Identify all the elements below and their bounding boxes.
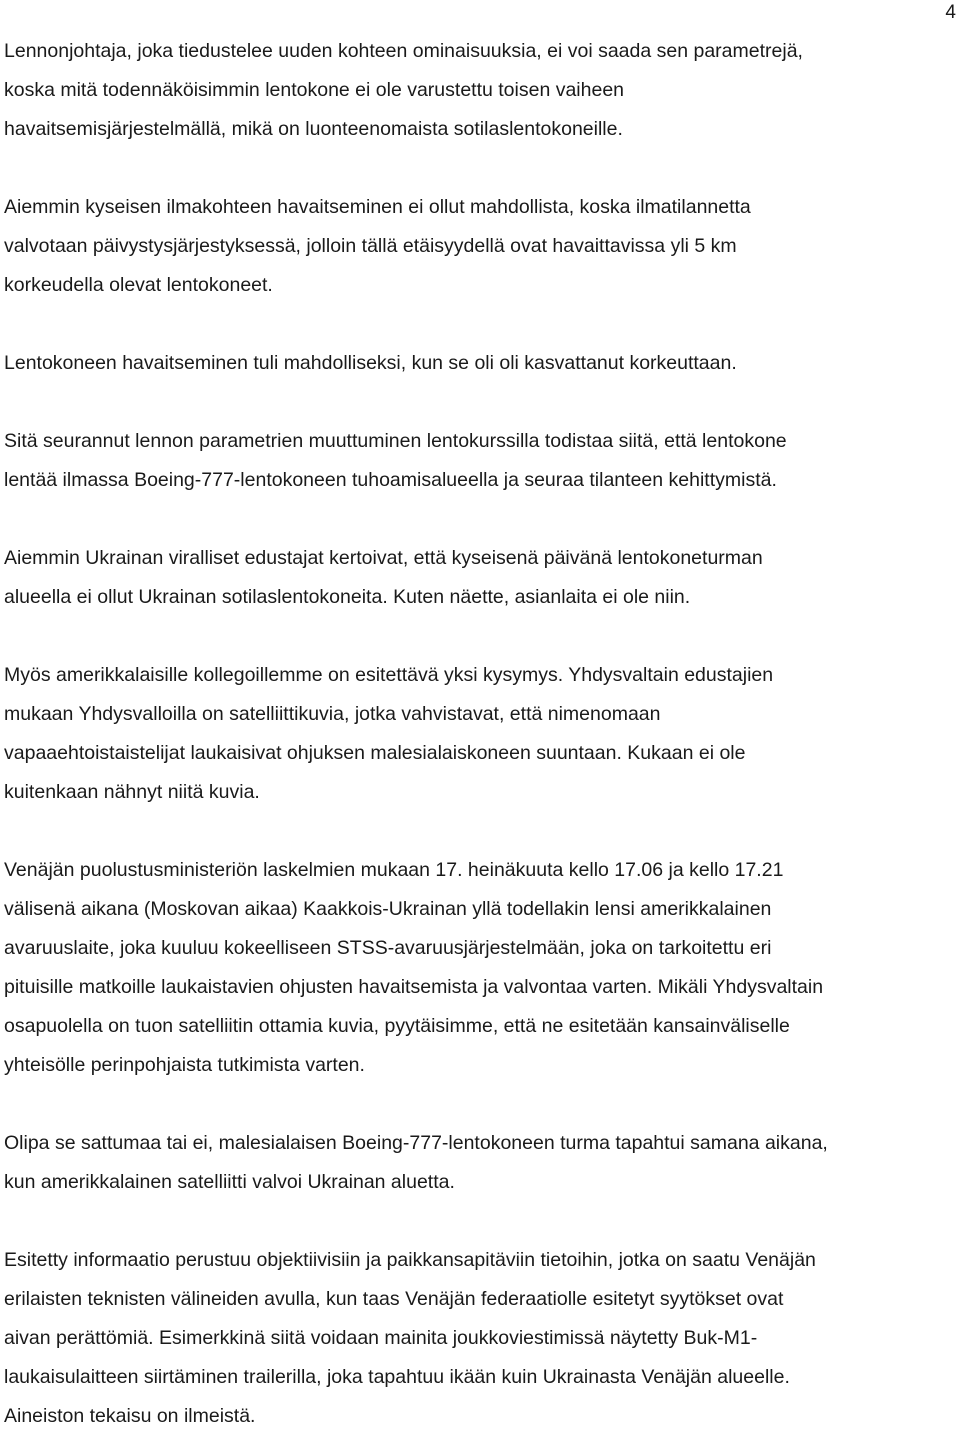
text-line: osapuolella on tuon satelliitin ottamia kuvia, pyytäisimme, että ne esitetään kansainväliselle — [4, 1015, 790, 1037]
text-line: mukaan Yhdysvalloilla on satelliittikuvia, jotka vahvistavat, että nimenomaan — [4, 703, 661, 725]
text-line: kun amerikkalainen satelliitti valvoi Ukrainan aluetta. — [4, 1171, 455, 1193]
text-line: Lennonjohtaja, joka tiedustelee uuden kohteen ominaisuuksia, ei voi saada sen parametrejä, — [4, 40, 803, 62]
paragraph — [4, 344, 956, 383]
paragraph — [4, 32, 956, 149]
paragraph — [4, 539, 956, 617]
text-line: Lentokoneen havaitseminen tuli mahdolliseksi, kun se oli oli kasvattanut korkeuttaan. — [4, 352, 737, 374]
text-line: Aineiston tekaisu on ilmeistä. — [4, 1405, 256, 1427]
text-line: Aiemmin kyseisen ilmakohteen havaitseminen ei ollut mahdollista, koska ilmatilannetta — [4, 196, 751, 218]
text-line: erilaisten teknisten välineiden avulla, kun taas Venäjän federaatiolle esitetyt syytökset ovat — [4, 1288, 784, 1310]
paragraph — [4, 188, 956, 305]
text-line: Venäjän puolustusministeriön laskelmien mukaan 17. heinäkuuta kello 17.06 ja kello 17.21 — [4, 859, 784, 881]
text-line: Aiemmin Ukrainan viralliset edustajat kertoivat, että kyseisenä päivänä lentokoneturman — [4, 547, 763, 569]
text-line: valvotaan päivystysjärjestyksessä, jolloin tällä etäisyydellä ovat havaittavissa yli 5 km — [4, 235, 737, 257]
text-line: välisenä aikana (Moskovan aikaa) Kaakkois-Ukrainan yllä todellakin lensi amerikkalainen — [4, 898, 772, 920]
text-line: alueella ei ollut Ukrainan sotilaslentokoneita. Kuten näette, asianlaita ei ole niin. — [4, 586, 691, 608]
text-line: pituisille matkoille laukaistavien ohjusten havaitsemista ja valvontaa varten. Mikäli Yhdysvaltain — [4, 976, 824, 998]
text-line: aivan perättömiä. Esimerkkinä siitä voidaan mainita joukkoviestimissä näytetty Buk-M1- — [4, 1327, 758, 1349]
text-line: korkeudella olevat lentokoneet. — [4, 274, 273, 296]
text-line: laukaisulaitteen siirtäminen trailerilla, joka tapahtuu ikään kuin Ukrainasta Venäjän alueelle. — [4, 1366, 790, 1388]
paragraph — [4, 851, 956, 1085]
text-line: lentää ilmassa Boeing-777-lentokoneen tuhoamisalueella ja seuraa tilanteen kehittymistä. — [4, 469, 777, 491]
text-line: vapaaehtoistaistelijat laukaisivat ohjuksen malesialaiskoneen suuntaan. Kukaan ei ole — [4, 742, 746, 764]
paragraph — [4, 1241, 956, 1436]
page-number: 4 — [945, 2, 956, 23]
text-line: Olipa se sattumaa tai ei, malesialaisen Boeing-777-lentokoneen turma tapahtui samana aikana, — [4, 1132, 828, 1154]
text-line: kuitenkaan nähnyt niitä kuvia. — [4, 781, 260, 803]
text-line: Sitä seurannut lennon parametrien muuttuminen lentokurssilla todistaa siitä, että lentokone — [4, 430, 787, 452]
paragraph — [4, 656, 956, 812]
text-line: Esitetty informaatio perustuu objektiivisiin ja paikkansapitäviin tietoihin, jotka on saatu Venäjän — [4, 1249, 816, 1271]
paragraph — [4, 422, 956, 500]
text-line: Myös amerikkalaisille kollegoillemme on esitettävä yksi kysymys. Yhdysvaltain edustajien — [4, 664, 774, 686]
text-line: havaitsemisjärjestelmällä, mikä on luonteenomaista sotilaslentokoneille. — [4, 118, 623, 140]
text-line: avaruuslaite, joka kuuluu kokeelliseen STSS-avaruusjärjestelmään, joka on tarkoitettu eri — [4, 937, 772, 959]
document-body — [4, 32, 956, 1436]
text-line: yhteisölle perinpohjaista tutkimista varten. — [4, 1054, 365, 1076]
paragraph — [4, 1124, 956, 1202]
text-line: koska mitä todennäköisimmin lentokone ei ole varustettu toisen vaiheen — [4, 79, 625, 101]
